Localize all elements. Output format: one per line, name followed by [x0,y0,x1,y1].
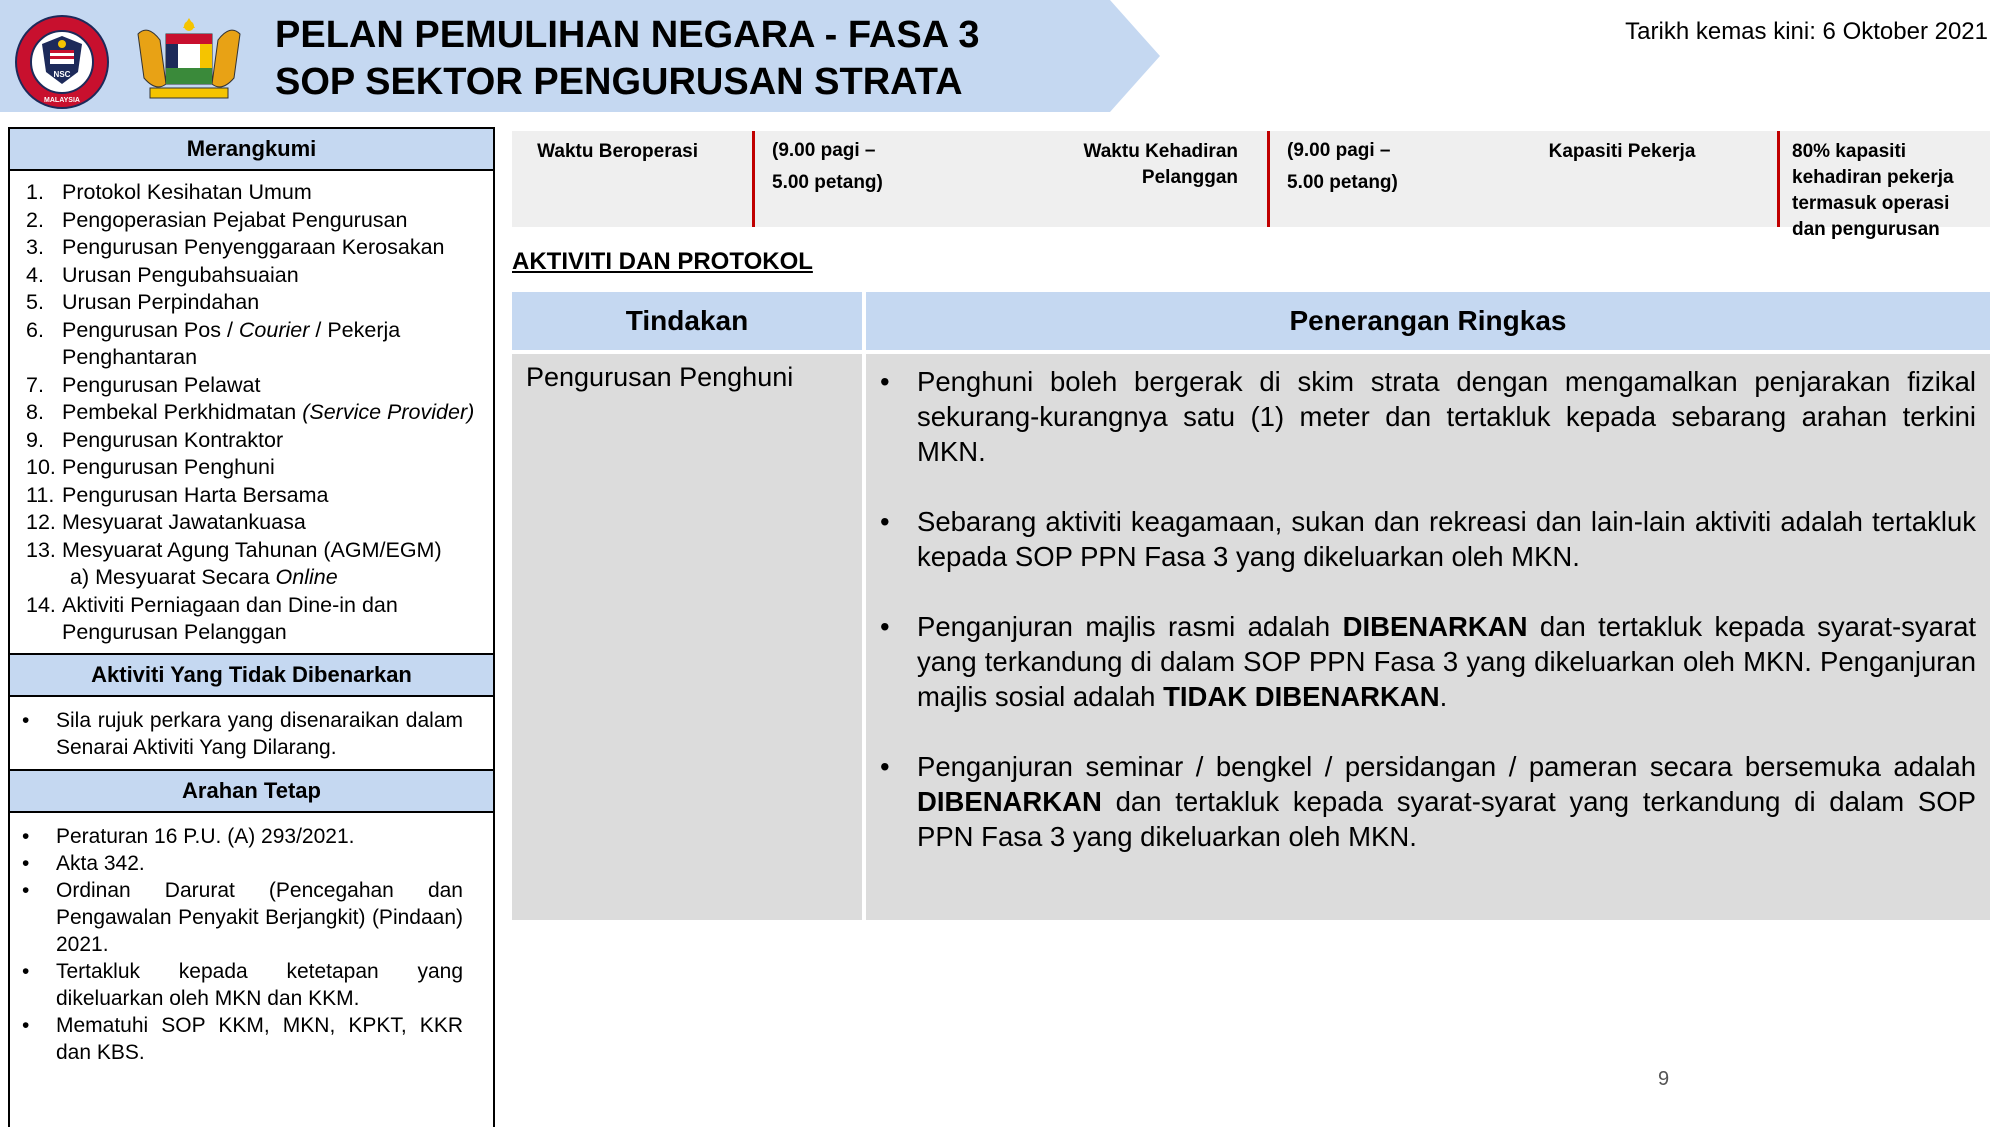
text-span: Pengoperasian Pejabat Pengurusan [62,207,408,232]
tidak-dibenarkan-heading: Aktiviti Yang Tidak Dibenarkan [10,653,493,697]
title-line-2: SOP SEKTOR PENGURUSAN STRATA [275,61,963,103]
left-panel [8,127,495,1127]
description-item [880,364,1976,469]
arahan-tetap-heading: Arahan Tetap [10,769,493,813]
item-number: 12. [26,510,56,534]
bullet-glyph: • [22,708,30,732]
text-span: Aktiviti Perniagaan dan Dine-in dan Pengurusan Pelanggan [62,592,398,644]
description-text [917,364,1976,469]
merangkumi-item [26,207,481,235]
item-number: 6. [26,317,44,342]
page-number: 9 [1658,1068,1670,1090]
description-text [917,609,1976,714]
text-span: / Pekerja Penghantaran [62,317,401,369]
bullet-glyph: • [22,959,30,983]
tidak-dibenarkan-list [10,697,493,769]
item-text [62,454,275,482]
text-span: Pengurusan Pelawat [62,372,261,397]
red-divider [752,131,755,227]
item-text [62,399,474,427]
italic-text: Online [275,565,338,589]
section-title: AKTIVITI DAN PROTOKOL [512,248,813,275]
coat-of-arms-logo [130,14,248,106]
table-cell-description [866,354,1990,920]
item-number: 14. [26,592,56,617]
waktu-kehadiran-label: Waktu Kehadiran Pelanggan [1083,141,1238,188]
bullet-glyph: • [880,506,890,537]
kapasiti-pekerja-label: Kapasiti Pekerja [1548,141,1696,162]
bullet-text: Peraturan 16 P.U. (A) 293/2021. [56,824,355,848]
bullet-text: Ordinan Darurat (Pencegahan dan Pengawalan Penyakit Berjangkit) (Pindaan) 2021. [56,878,463,956]
item-text [62,537,442,565]
item-text [62,289,259,317]
item-number: 7. [26,372,44,397]
merangkumi-item [26,592,481,647]
nsc-center-text: NSC [53,70,71,79]
text-span: Protokol Kesihatan Umum [62,180,312,204]
bullet-text: Sila rujuk perkara yang disenaraikan dalam Senarai Aktiviti Yang Dilarang. [56,708,463,759]
item-number: 13. [26,537,56,562]
merangkumi-item [26,509,481,537]
text-span: Pengurusan Pos / [62,317,239,342]
bullet-glyph: • [880,611,890,642]
text-span: Penghuni boleh bergerak di skim strata dengan mengamalkan penjarakan fizikal sekurang-kurangnya satu (1) meter dan tertakluk kepada sebarang arahan terkini MKN. [917,366,1976,467]
italic-text: (Service Provider) [302,400,475,424]
bullet-text: Akta 342. [56,851,145,875]
merangkumi-list [10,171,493,653]
bullet-glyph: • [880,366,890,397]
table-cell-action: Pengurusan Penghuni [512,354,862,920]
tidak-dibenarkan-item [22,707,463,761]
item-text [62,592,481,647]
merangkumi-item [26,427,481,455]
text-span: Mesyuarat Jawatankuasa [62,510,306,534]
merangkumi-heading: Merangkumi [10,129,493,171]
item-text [62,427,283,455]
red-divider [1777,131,1780,227]
item-number: 5. [26,290,44,314]
arahan-tetap-item [22,850,463,877]
text-span: Urusan Perpindahan [62,290,260,314]
bullet-glyph: • [22,851,30,875]
merangkumi-item [26,537,481,565]
item-number: 8. [26,400,44,424]
item-text [62,262,299,290]
description-item [880,749,1976,854]
waktu-beroperasi-label: Waktu Beroperasi [537,141,698,162]
text-span: dan tertakluk kepada syarat-syarat yang terkandung di dalam SOP PPN Fasa 3 yang dikeluarkan oleh MKN. Penganjuran majlis sosial adalah [917,611,1977,712]
item-text [62,482,329,510]
bullet-glyph: • [22,1013,30,1037]
description-text [917,749,1976,854]
item-text [70,564,338,592]
item-number: 2. [26,207,44,232]
merangkumi-item [26,454,481,482]
merangkumi-item [26,179,481,207]
update-date: Tarikh kemas kini: 6 Oktober 2021 [1625,18,1988,45]
text-span: Penganjuran majlis rasmi adalah [917,611,1343,642]
merangkumi-item [26,289,481,317]
nsc-bottom-text: MALAYSIA [44,97,80,104]
arahan-tetap-item [22,823,463,850]
text-span: Pengurusan Penyenggaraan Kerosakan [62,235,445,259]
item-number: 1. [26,180,44,204]
nsc-logo [14,14,110,110]
merangkumi-item [26,317,481,372]
bullet-glyph: • [880,751,890,782]
item-text [62,317,481,372]
merangkumi-item [26,234,481,262]
bold-text: DIBENARKAN [917,786,1102,817]
item-text [62,179,312,207]
item-text [62,509,306,537]
bullet-glyph: • [22,824,30,848]
item-number: 9. [26,427,44,452]
text-span: Pembekal Perkhidmatan [62,400,303,424]
text-span: Pengurusan Penghuni [62,455,275,479]
text-span: a) Mesyuarat Secara [70,565,276,589]
text-span: Pengurusan Kontraktor [62,427,284,452]
bullet-text: Mematuhi SOP KKM, MKN, KPKT, KKR dan KBS. [56,1013,463,1064]
item-text [62,207,407,235]
operating-info-bar [512,131,1990,240]
bold-text: TIDAK DIBENARKAN [1163,681,1440,712]
item-number: 11. [26,482,55,507]
waktu-kehadiran-value: (9.00 pagi – 5.00 petang) [1287,140,1398,193]
text-span: Penganjuran seminar / bengkel / persidangan / pameran secara bersemuka adalah [917,751,1976,782]
italic-text: Courier [238,317,310,342]
text-span: Urusan Pengubahsuaian [62,262,299,287]
page-title [275,12,979,106]
arahan-tetap-item [22,877,463,958]
text-span: . [1439,681,1448,712]
title-line-1: PELAN PEMULIHAN NEGARA - FASA 3 [275,14,980,56]
merangkumi-item [26,482,481,510]
description-item [880,609,1976,714]
arahan-tetap-item [22,1012,463,1066]
item-number: 3. [26,235,44,259]
item-number: 4. [26,262,44,287]
red-divider [1267,131,1270,227]
table-header-tindakan: Tindakan [512,292,862,350]
text-span: Sebarang aktiviti keagamaan, sukan dan rekreasi dan lain-lain aktiviti adalah tertakluk kepada SOP PPN Fasa 3 yang dikeluarkan oleh MKN. [917,506,1976,572]
text-span: Mesyuarat Agung Tahunan (AGM/EGM) [62,537,442,562]
kapasiti-pekerja-value: 80% kapasiti kehadiran pekerja termasuk operasi dan pengurusan [1792,141,1954,240]
item-number: 10. [26,455,56,479]
merangkumi-item [26,399,481,427]
bold-text: DIBENARKAN [1342,611,1528,642]
bullet-glyph: • [22,878,30,902]
table-header-penerangan: Penerangan Ringkas [866,292,1990,350]
item-text [62,372,260,400]
item-text [62,234,445,262]
merangkumi-item [26,564,481,592]
description-item [880,504,1976,574]
merangkumi-item [26,262,481,290]
bullet-text: Tertakluk kepada ketetapan yang dikeluarkan oleh MKN dan KKM. [56,959,463,1010]
merangkumi-item [26,372,481,400]
description-text [917,504,1976,574]
description-list [880,364,1976,854]
waktu-beroperasi-value: (9.00 pagi – 5.00 petang) [772,140,883,193]
text-span: dan tertakluk kepada syarat-syarat yang terkandung di dalam SOP PPN Fasa 3 yang dikeluarkan oleh MKN. [917,786,1976,852]
text-span: Pengurusan Harta Bersama [62,482,329,507]
arahan-tetap-item [22,958,463,1012]
arahan-tetap-list [10,813,493,1074]
